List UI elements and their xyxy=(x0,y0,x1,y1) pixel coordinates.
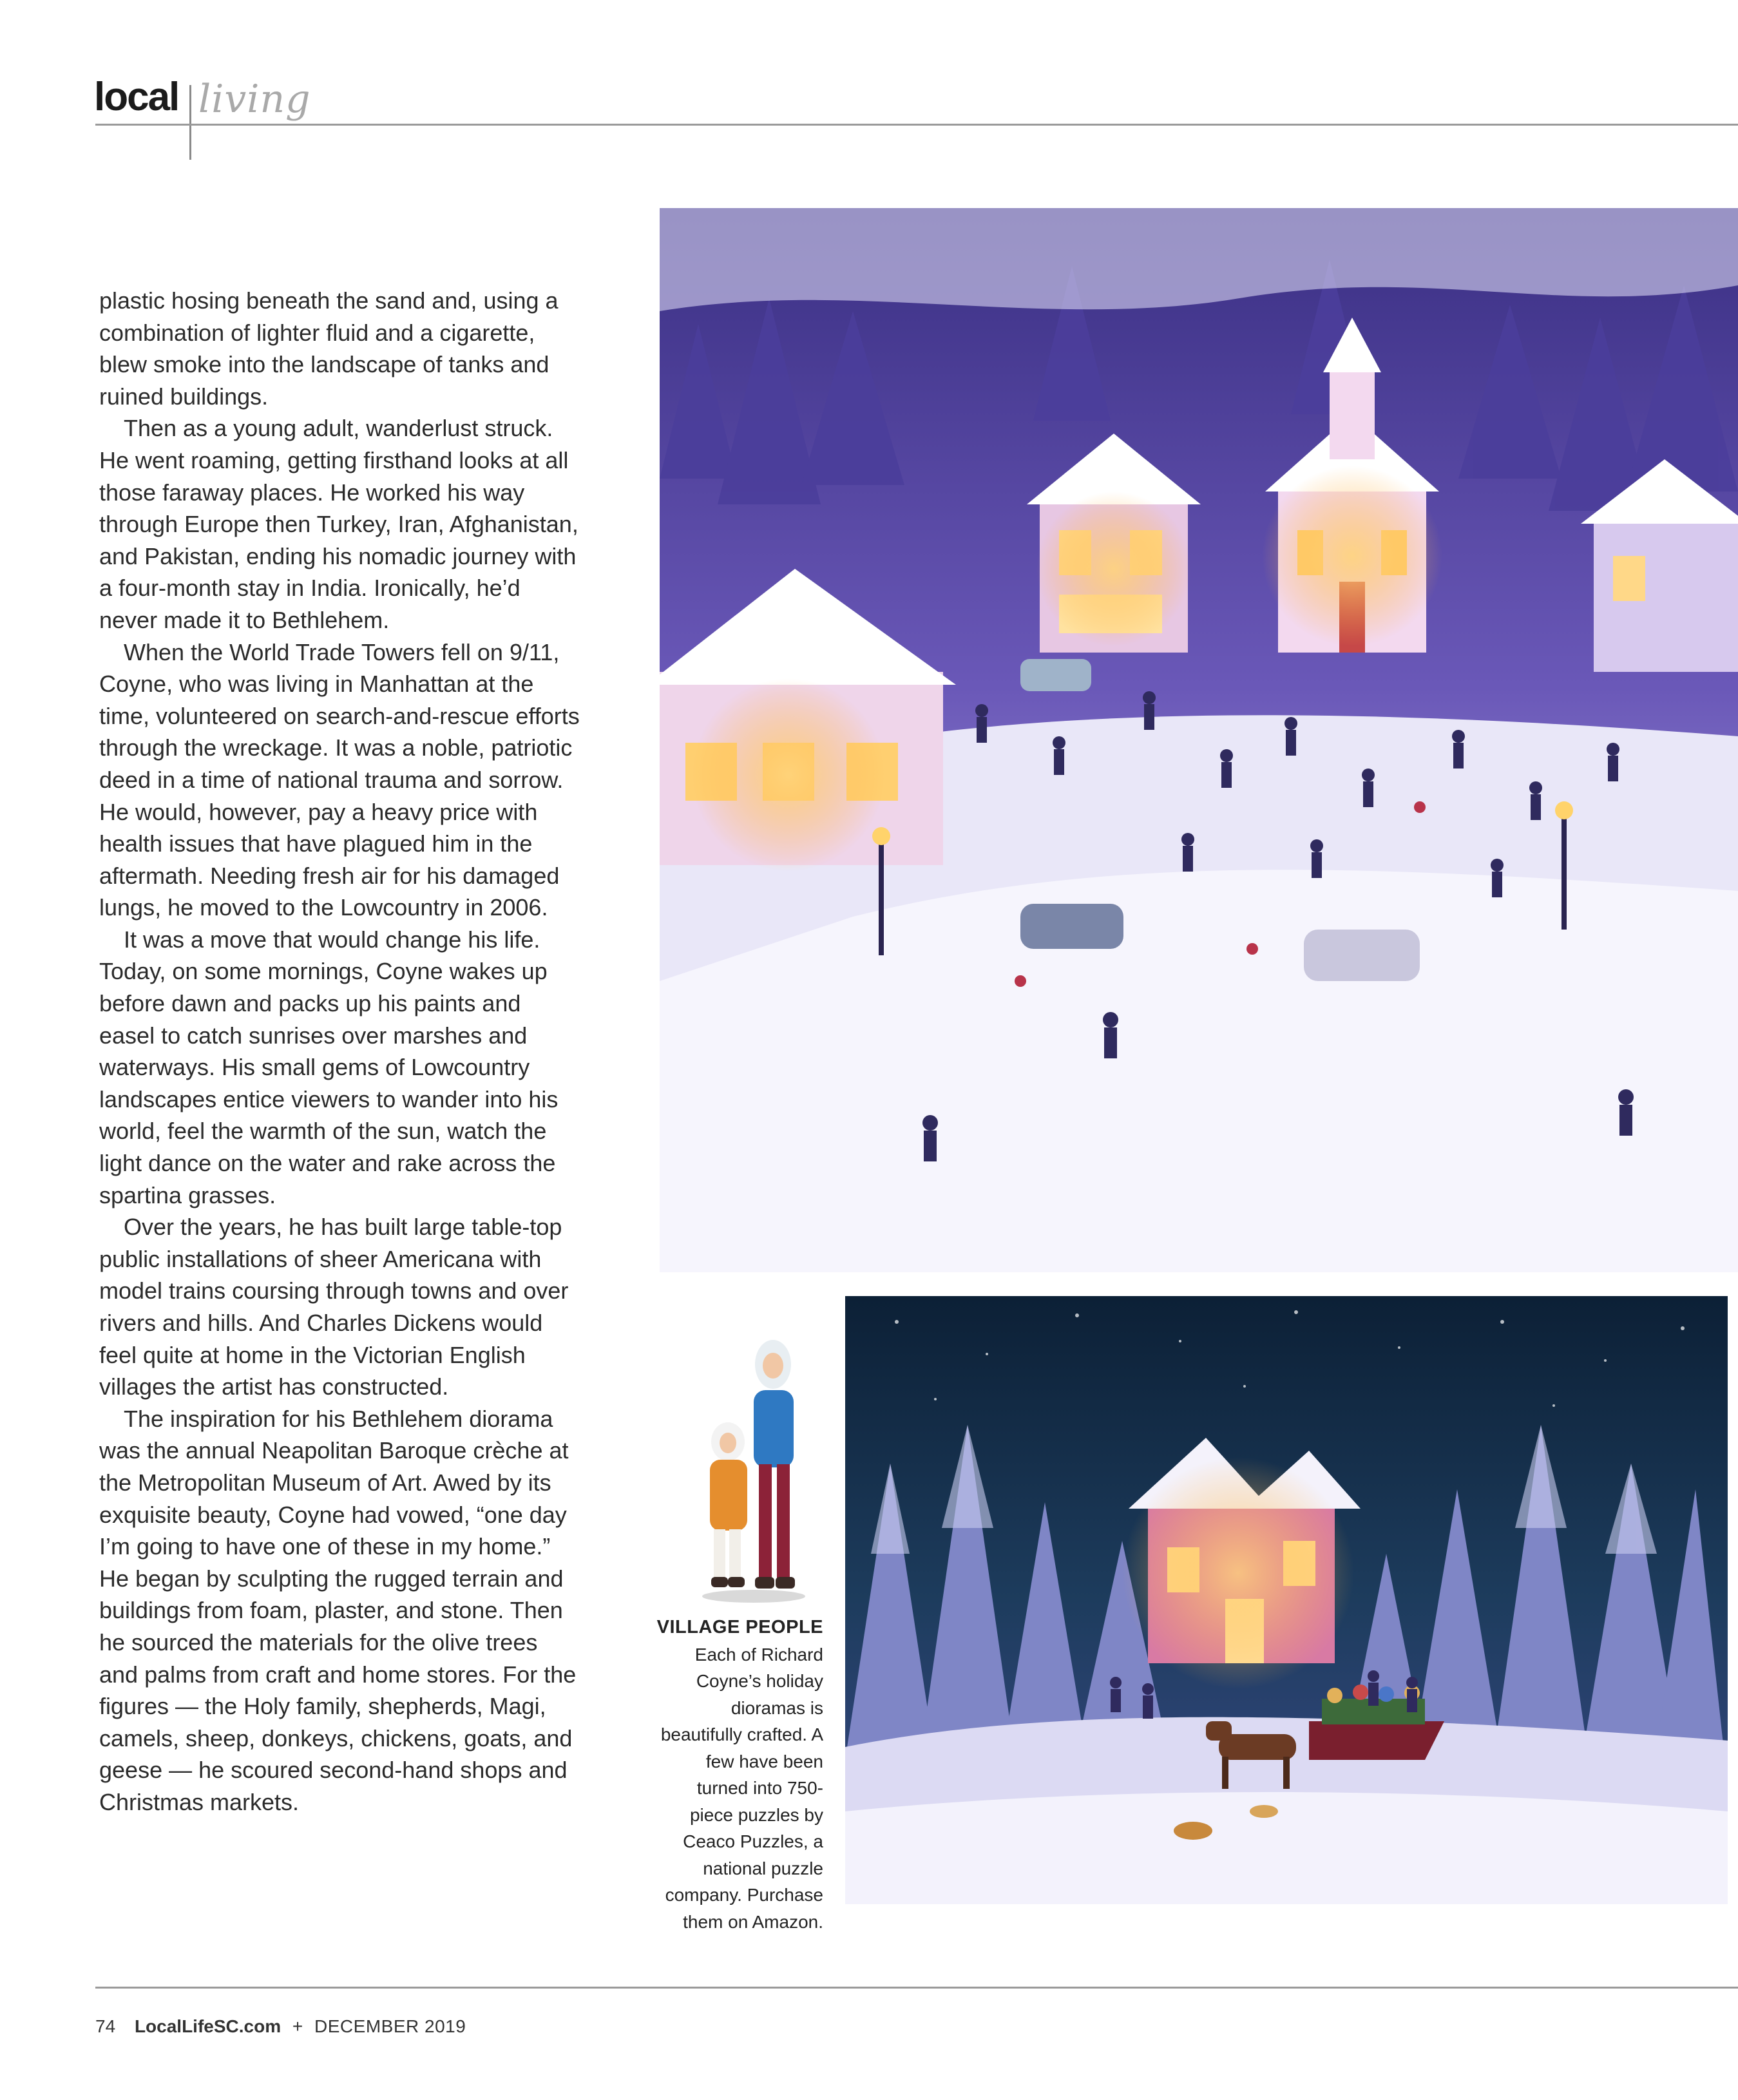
section-name: living xyxy=(198,77,311,122)
footer-rule xyxy=(95,1987,1738,1989)
body-paragraph-1: plastic hosing beneath the sand and, using a combination of lighter fluid and a cigarette, blew smoke into the landscape of tanks and ruined buildings. xyxy=(99,287,559,410)
brand-divider xyxy=(189,85,191,160)
header-rule xyxy=(95,124,1738,126)
body-paragraph-5: Over the years, he has built large table-top public installations of sheer Americana with model trains coursing through towns and over rivers and hills. And Charles Dickens would feel quite at home in the Victorian English villages the artist has constructed. xyxy=(99,1214,569,1400)
caption-text: Each of Richard Coyne’s holiday dioramas is beautifully crafted. A few have been turned into 750-piece puzzles by Ceaco Puzzles, a national puzzle company. Purchase them on Amazon. xyxy=(660,1644,823,1932)
photo-caption xyxy=(656,1614,823,1935)
village-diorama-photo xyxy=(660,208,1738,1272)
page-number: 74 xyxy=(95,2016,116,2036)
body-paragraph-6: The inspiration for his Bethlehem diorama was the annual Neapolitan Baroque crèche at the Metropolitan Museum of Art. Awed by its exquisite beauty, Coyne had vowed, “one day I’m going to have one of these in my home.” He began by sculpting the rugged terrain and buildings from foam, plaster, and stone. Then he sourced the materials for the olive trees and palms from craft and home stores. For the figures — the Holy family, shepherds, Magi, camels, sheep, donkeys, chickens, goats, and geese — he scoured second-hand shops and Christmas markets. xyxy=(99,1405,577,1815)
caption-title: VILLAGE PEOPLE xyxy=(656,1617,823,1637)
body-paragraph-2: Then as a young adult, wanderlust struck. He went roaming, getting firsthand looks at all those faraway places. He worked his way through Europe then Turkey, Iran, Afghanistan, and Pakistan, ending his nomadic journey with a four-month stay in India. Ironically, he’d never made it to Bethlehem. xyxy=(99,415,578,633)
issue-date: DECEMBER 2019 xyxy=(314,2016,466,2036)
winter-forest-diorama-photo xyxy=(845,1296,1728,1904)
body-paragraph-3: When the World Trade Towers fell on 9/11, Coyne, who was living in Manhattan at the time, volunteered on search-and-rescue efforts through the wreckage. It was a noble, patriotic deed in a time of national trauma and sorrow. He would, however, pay a heavy price with health issues that have plagued him in the aftermath. Needing fresh air for his damaged lungs, he moved to the Lowcountry in 2006. xyxy=(99,638,580,921)
body-paragraph-4: It was a move that would change his life. Today, on some mornings, Coyne wakes up before dawn and packs up his paints and easel to catch sunrises over marshes and waterways. His small gems of Lowcountry landscapes entice viewers to wander into his world, feel the warmth of the sun, watch the light dance on the water and rake across the spartina grasses. xyxy=(99,926,559,1208)
article-body xyxy=(99,285,582,1818)
page-footer xyxy=(95,2016,466,2037)
village-figures-photo xyxy=(689,1326,818,1603)
footer-separator: + xyxy=(292,2016,303,2036)
brand-local: local xyxy=(94,75,179,119)
website-link[interactable]: LocalLifeSC.com xyxy=(134,2016,282,2036)
